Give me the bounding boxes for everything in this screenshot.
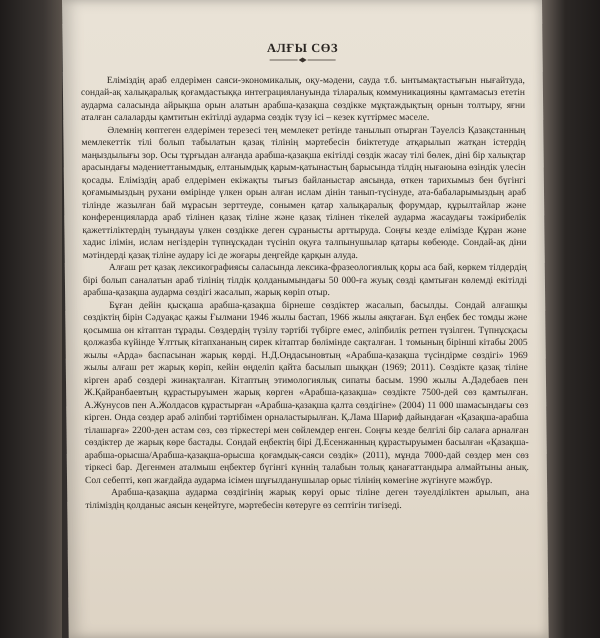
book-spine-shadow <box>0 0 62 638</box>
page-title: АЛҒЫ СӨЗ <box>266 41 339 55</box>
page-content <box>80 42 529 512</box>
book-page <box>62 0 549 638</box>
paragraph-2: Әлемнің көптеген елдерімен терезесі тең мемлекет ретінде танылып отырған Тәуелсіз Қазақстанның мемлекеттік тілі болып табылатын қазақ тілінің мәртебесін биіктетуде атқарылып жатқан істердің маңыздылығы зор. Осы тұрғыдан алғанда арабша-қазақша екітілді сөздік жасау тілі бөлек, діні бір халықтар арасындағы мәдениеттанымдық, елтанымдық қарым-қатынастың барысында тілдің нығаюына өзіндік үлесін қосады. Еліміздің араб елдерімен екіжақты тығыз байланыстар аясында, өткен тарихымыз бен бүгінгі қоғамымыздың рухани өмірінде үлкен орын алған ислам дінін танып-түсінуде, ата-бабаларымыздың араб тілінде жазылған бай мұрасын зерттеуде, сонымен қатар халықаралық форумдар, құрылтайлар және конференцияларда араб тілінен қазақ тіліне және қазақ тілінен тікелей аударма жасаудағы тәжірибелік қажеттіліктердің туындауы үлкен сөздікке деген сұранысты арттыруда. Соңғы кезде елімізде Құран және хадис ілімін, ислам негіздерін түпнұсқадан түсініп оқуға талпынушылар қатары көбеюде. Сондай-ақ діни мәтіндерді қазақ тіліне аудару ісі де жоғары деңгейде қарқын алуда. <box>81 125 527 261</box>
paragraph-4: Бұған дейін қысқаша арабша-қазақша бірнеше сөздіктер жасалып, басылды. Сондай алғашқы сөздіктің бірін Сәдуақас қажы Ғылмани 1946 жылы бастап, 1966 жылы аяқтаған. Бұл еңбек бес томды және қосымша он кітаптан тұрады. Сөздердің түзілу тәртібі түбірге емес, әліпбилік ретпен түзілген. Түпнұсқасы қолжазба күйінде Ұлттық кітапхананың сирек кітаптар бөлімінде сақталған. 1 томының бірінші кітабы 2005 жылы «Арда» баспасынан жарық көрді. Н.Д.Оңдасыновтың «Арабша-қазақша түсіндірме сөздігі» 1969 жылы алғаш рет жарық көріп, кейін өңделіп қайта басылып шыққан (1969; 2011). Сөздікте қазақ тіліне кірген араб сөздері жинақталған. Кітаптың этимологиялық сипаты басым. 1990 жылы А.Дәдебаев пен Ж.Қайранбаевтың құрастыруымен жарық көрген «Арабша-қазақша» сөздікте 7500-дей сөз қамтылған. А.Жунусов пен А.Жолдасов құрастырған «Арабша-қазақша қалта сөздігіне» (2004) 11 000 шамасындағы сөз кірген. Онда сөздер араб әліпбиі тәртібімен орналастырылған. Қ.Лама Шариф дайындаған «Қазақша-арабша тілашарға» 2200-ден астам сөз, сөз тіркестері мен сөйлемдер енген. Соңғы кезде белгілі бір салаға арналған сөздіктер де жарық көре бастады. Сондай еңбектің бірі Д.Есенжанның құрастыруымен басылған «Қазақша-арабша-орысша/Арабша-қазақша-орысша қоғамдық-саяси сөздік» (2011), мұнда 7000-дай сөздер мен сөз тіркесі бар. Дегенмен аталмыш еңбектер бүгінгі күннің талабын толық қанағаттандыра алмайтыны анық. Сол себепті, көп жағдайда аударма ісімен шұғылданушылар орыс тілінің көмегіне жүгінуге мәжбүр. <box>83 300 529 486</box>
paragraph-5: Арабша-қазақша аударма сөздігінің жарық көруі орыс тіліне деген тәуелділіктен арылып, ана тіліміздің қолданыс аясын кеңейтуге, мәртебесін көтеруге өз септігін тигізеді. <box>85 488 530 511</box>
paragraph-3: Алғаш рет қазақ лексикографиясы саласында лексика-фразеологиялық қоры аса бай, көркем тілдердің бірі болып саналатын араб тілінің тілдік қолданымындағы 50 000-ға жуық сөзді қамтыған көлемді екітілді арабша-қазақша аударма сөздігі жасалып, жарық көріп отыр. <box>82 263 527 298</box>
book-edge-shadow <box>542 0 600 638</box>
title-ornament <box>268 57 338 63</box>
paragraph-1: Еліміздің араб елдерімен саяси-экономикалық, оқу-мәдени, сауда т.б. ынтымақтастығын нығайтуда, сондай-ақ халықаралық қоғамдастыққа интеграциялануында тіларалық коммуникацияны қамтамасыз ететін аударма саласында айрықша орын алатын арабша-қазақша сөздікке мұқтаждықтың орнын толтыру, яғни аталған салаларды қамтитын екітілді аударма сөздік түзу ісі – кезек күттірмес мәселе. <box>80 75 526 123</box>
